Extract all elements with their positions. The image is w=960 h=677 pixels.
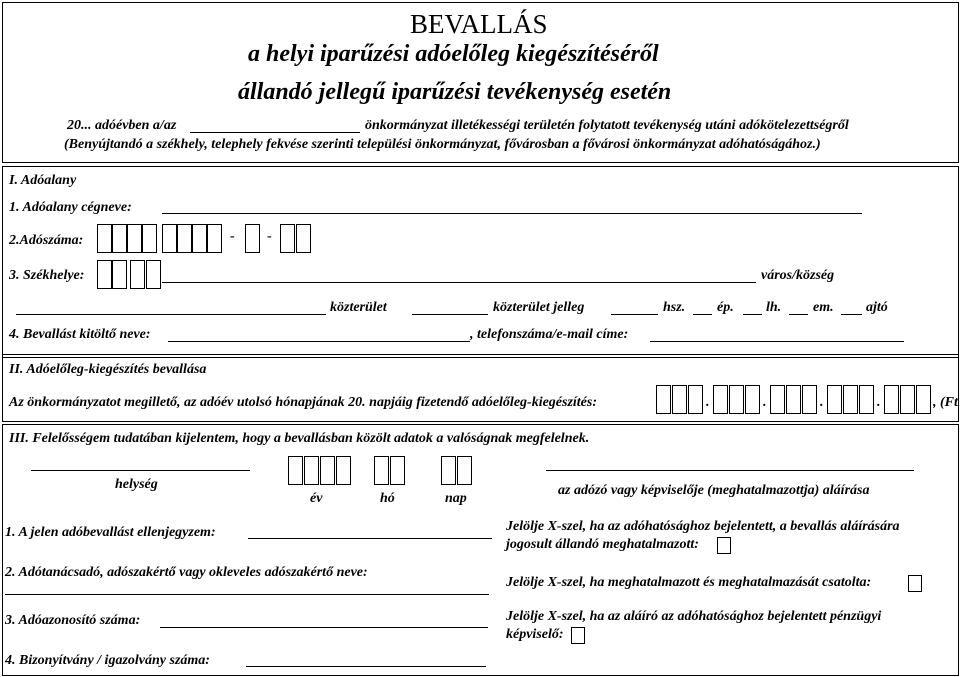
day-label: nap — [445, 491, 467, 506]
advisor-name-field[interactable] — [5, 594, 489, 595]
city-field[interactable] — [162, 282, 756, 283]
tax-id-field[interactable] — [160, 627, 488, 628]
public-place-type-field[interactable] — [412, 314, 488, 315]
door-label: ajtó — [866, 300, 888, 315]
signature-field[interactable] — [546, 470, 914, 471]
submission-note: (Benyújtandó a székhely, telephely fekvése szerinti települési önkormányzat, fővárosban a fővárosi önkormányzat adóhatóságához.) — [64, 137, 821, 152]
financial-representative-text-1: Jelölje X-szel, ha az aláíró az adóhatósághoz bejelentett pénzügyi — [506, 609, 882, 624]
building-label: ép. — [717, 300, 734, 315]
permanent-proxy-text-2: jogosult állandó meghatalmazott: — [506, 537, 699, 552]
financial-representative-text-2: képviselő: — [506, 627, 564, 642]
year-label: év — [310, 491, 323, 506]
floor-label: em. — [813, 300, 834, 315]
floor-field[interactable] — [789, 314, 808, 315]
signature-label: az adózó vagy képviselője (meghatalmazottja) aláírása — [558, 483, 870, 498]
municipality-text: önkormányzat illetékességi területén folytatott tevékenység utáni adókötelezettségről — [365, 118, 849, 133]
amount-label: Az önkormányzatot megillető, az adóév utolsó hónapjának 20. napjáig fizetendő adóelőleg-kiegészítés: — [9, 395, 598, 410]
month-label: hó — [380, 491, 395, 506]
form-subtitle-2: állandó jellegű iparűzési tevékenység esetén — [238, 79, 672, 105]
year-prefix-text: 20... adóévben a/az — [67, 118, 177, 133]
company-name-field[interactable] — [162, 213, 862, 214]
advisor-name-label: 2. Adótanácsadó, adószakértő vagy okleveles adószakértő neve: — [5, 565, 368, 580]
public-place-field[interactable] — [16, 314, 326, 315]
public-place-type-label: közterület jelleg — [493, 300, 585, 315]
amount-dot-3: . — [820, 395, 824, 410]
phone-email-label: , telefonszáma/e-mail címe: — [470, 327, 629, 342]
city-label: város/község — [761, 268, 835, 283]
amount-dot-1: . — [706, 395, 710, 410]
building-field[interactable] — [693, 314, 712, 315]
permanent-proxy-checkbox[interactable] — [717, 537, 731, 554]
door-field[interactable] — [841, 314, 862, 315]
place-label: helység — [115, 477, 158, 492]
phone-email-field[interactable] — [650, 341, 904, 342]
amount-dot-4: . — [877, 395, 881, 410]
section3-box — [2, 424, 959, 676]
amount-dot-2: . — [763, 395, 767, 410]
financial-representative-checkbox[interactable] — [571, 627, 585, 644]
house-number-field[interactable] — [611, 314, 658, 315]
amount-currency-suffix: , (Ft — [933, 395, 958, 410]
section2-heading: II. Adóelőleg-kiegészítés bevallása — [9, 362, 207, 377]
form-title: BEVALLÁS — [410, 9, 548, 39]
staircase-field[interactable] — [743, 314, 762, 315]
seat-label: 3. Székhelye: — [9, 268, 85, 283]
staircase-label: lh. — [766, 300, 782, 315]
countersign-label: 1. A jelen adóbevallást ellenjegyzem: — [5, 525, 216, 540]
permanent-proxy-text-1: Jelölje X-szel, ha az adóhatósághoz bejelentett, a bevallás aláírására — [506, 519, 900, 534]
section1-heading: I. Adóalany — [9, 173, 77, 188]
tax-number-label: 2.Adószáma: — [9, 233, 84, 248]
company-name-label: 1. Adóalany cégneve: — [9, 200, 132, 215]
tax-id-label: 3. Adóazonosító száma: — [5, 613, 141, 628]
declaration-text: III. Felelősségem tudatában kijelentem, hogy a bevallásban közölt adatok a valóságnak megfelelnek. — [9, 431, 590, 446]
place-field[interactable] — [31, 470, 250, 471]
attached-authorization-text: Jelölje X-szel, ha meghatalmazott és meghatalmazását csatolta: — [506, 575, 872, 590]
house-number-label: hsz. — [663, 300, 686, 315]
form-subtitle-1: a helyi iparűzési adóelőleg kiegészítéséről — [248, 41, 659, 67]
certificate-label: 4. Bizonyítvány / igazolvány száma: — [5, 653, 210, 668]
filler-name-field[interactable] — [168, 341, 470, 342]
certificate-field[interactable] — [246, 666, 486, 667]
attached-authorization-checkbox[interactable] — [908, 575, 922, 592]
public-place-label: közterület — [330, 300, 387, 315]
tax-number-dash-2: - — [267, 229, 272, 244]
municipality-field[interactable] — [190, 132, 360, 133]
filler-name-label: 4. Bevallást kitöltő neve: — [9, 327, 151, 342]
tax-number-dash-1: - — [230, 229, 235, 244]
countersign-field[interactable] — [248, 538, 492, 539]
